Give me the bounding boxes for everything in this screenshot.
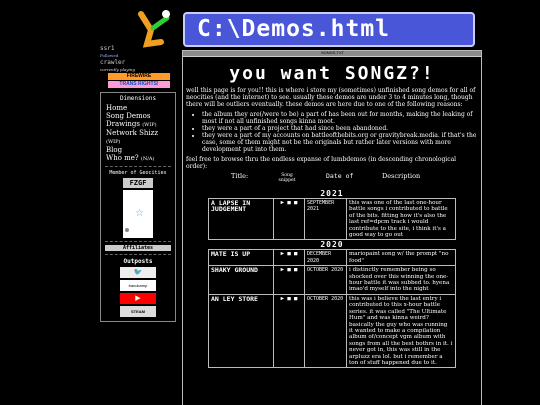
nav-item-song-demos[interactable]	[103, 112, 173, 120]
demo-date: OCTOBER 2020	[305, 294, 347, 367]
nav-item-network[interactable]	[103, 129, 173, 146]
intro-paragraph: well this page is for you!! this is where i store my (sometimes) unfinished song demos for all of neocities (and the internet) to see. usually these demos are under 3 to 4 minutes long, though there will be outliers eventually. these demos are here due to one of the following reasons:	[186, 87, 476, 108]
sidebar	[100, 44, 180, 322]
twitter-link[interactable]: 🐦	[120, 267, 156, 278]
nav-item-drawings[interactable]	[103, 120, 173, 129]
nav-title: Dimensions	[119, 95, 157, 102]
table-row	[209, 266, 456, 295]
year-heading: 2020	[320, 240, 344, 250]
nav-item-blog[interactable]	[103, 146, 173, 154]
wip-tag: (WIP)	[142, 122, 157, 128]
webring-logo[interactable]: FZGF	[123, 178, 153, 188]
divider	[105, 166, 171, 167]
reason-item: • they were a part of my accounts on battleofthebits.org or gravitybreak.media. if that's the case, some of them might not be the originals but rather later versions with more development put into them.	[202, 132, 478, 153]
wip-tag: (WIP)	[106, 139, 121, 145]
divider	[105, 241, 171, 242]
demos-table-2020	[208, 249, 456, 368]
demo-title: A LAPSE IN JUDGEMENT	[209, 199, 274, 240]
banner-title: C:\Demos.html	[197, 16, 391, 42]
page-heading: you want SONGZ?!	[229, 63, 435, 84]
nav-label: Who me?	[106, 154, 139, 162]
table-row	[209, 294, 456, 367]
content	[183, 87, 481, 368]
browse-text: feel free to browse thru the endless expanse of lumbdemos (in descending chronological order):	[186, 156, 457, 170]
demo-description: this was one of the last one-hour battle songs i contributed to battle of the bits. fitting how it's also the last ref=dpcm track i would contribute to the site, i think it's a good way to go out	[347, 199, 456, 240]
badge-trans-rights[interactable]: TRANS RIGHTS!	[108, 81, 170, 88]
col-desc: Description	[382, 172, 421, 180]
main-window	[182, 50, 482, 405]
nav-label: Drawings	[106, 120, 140, 128]
reason-item: • the album they are(/were to be) a part of has been out for months, making the leaking of most if not all unfinished songs kinna moot.	[202, 111, 478, 125]
nav-box	[100, 92, 176, 322]
nav-label: Home	[106, 104, 128, 112]
audio-player[interactable]: ▶ ■ ■	[274, 266, 305, 295]
demo-title: SHAKY GROUND	[209, 266, 274, 295]
steam-link[interactable]: STEAM	[120, 306, 156, 317]
col-date: Date of	[326, 172, 354, 180]
webring-widget[interactable]	[123, 190, 153, 238]
demos-table-2021	[208, 198, 456, 240]
bandcamp-link[interactable]: bandcamp	[120, 280, 156, 291]
badge-firewire[interactable]: FIREWIRE	[108, 73, 170, 80]
dot-icon	[125, 228, 129, 232]
year-heading: 2021	[320, 189, 344, 198]
demo-description: this was i believe the last entry i contributed to this x-hour battle series. it was called "The Ultimate Hum" and was kinna weird? basically the guy who was running it wanted to make a compilation album of/concept vgm album with songs from all the best bothrs in it. i never got in, this was still in the arpluzz era lol. but i remember a ton of stuff happened due to it.	[347, 294, 456, 367]
audio-player[interactable]: ▶ ■ ■	[274, 250, 305, 266]
nav-label: Song Demos	[106, 112, 151, 120]
demo-date: SEPTEMBER 2021	[305, 199, 347, 240]
reasons-list	[186, 111, 478, 153]
demo-title: MATE IS UP	[209, 250, 274, 266]
col-title: Title:	[231, 172, 249, 180]
audio-player[interactable]: ▶ ■ ■	[274, 294, 305, 367]
demo-description: i distinctly remember being so shocked over this winning the one-hour battle it was subbed to. hyena imao'd myself into the night	[347, 266, 456, 295]
outposts-label: Outposts	[123, 258, 153, 265]
user-label: ssr1	[100, 45, 115, 52]
table-row	[209, 250, 456, 266]
demo-date: DECEMBER 2020	[305, 250, 347, 266]
window-title: SONGS.TXT	[321, 50, 345, 55]
affiliates-label: Affiliates	[105, 245, 171, 251]
audio-player[interactable]: ▶ ■ ■	[274, 199, 305, 240]
following-label[interactable]: Followed	[100, 53, 119, 58]
divider	[105, 254, 171, 255]
location-label: crawler	[100, 59, 126, 66]
demo-description: mariopaint song w/ the prompt "no food"	[347, 250, 456, 266]
demo-date: OCTOBER 2020	[305, 266, 347, 295]
currently-label: currently playing	[100, 67, 135, 72]
nav-label: Network Shizz	[106, 129, 159, 137]
youtube-link[interactable]: ▶	[120, 293, 156, 304]
window-titlebar[interactable]	[183, 51, 481, 57]
nav-item-who-me[interactable]	[103, 154, 173, 163]
page-banner	[183, 12, 475, 47]
nav-item-home[interactable]	[103, 104, 173, 112]
table-header	[186, 173, 478, 189]
star-icon: ☆	[135, 208, 144, 219]
webring-title: Member of Geocities	[109, 170, 167, 176]
wip-tag: (N/A)	[140, 156, 155, 162]
col-song: Song snippet	[278, 173, 296, 183]
reason-item: • they were a part of a project that had since been abandoned.	[202, 125, 478, 132]
table-row	[209, 199, 456, 240]
demo-title: AN LEY STORE	[209, 294, 274, 367]
nav-label: Blog	[106, 146, 123, 154]
